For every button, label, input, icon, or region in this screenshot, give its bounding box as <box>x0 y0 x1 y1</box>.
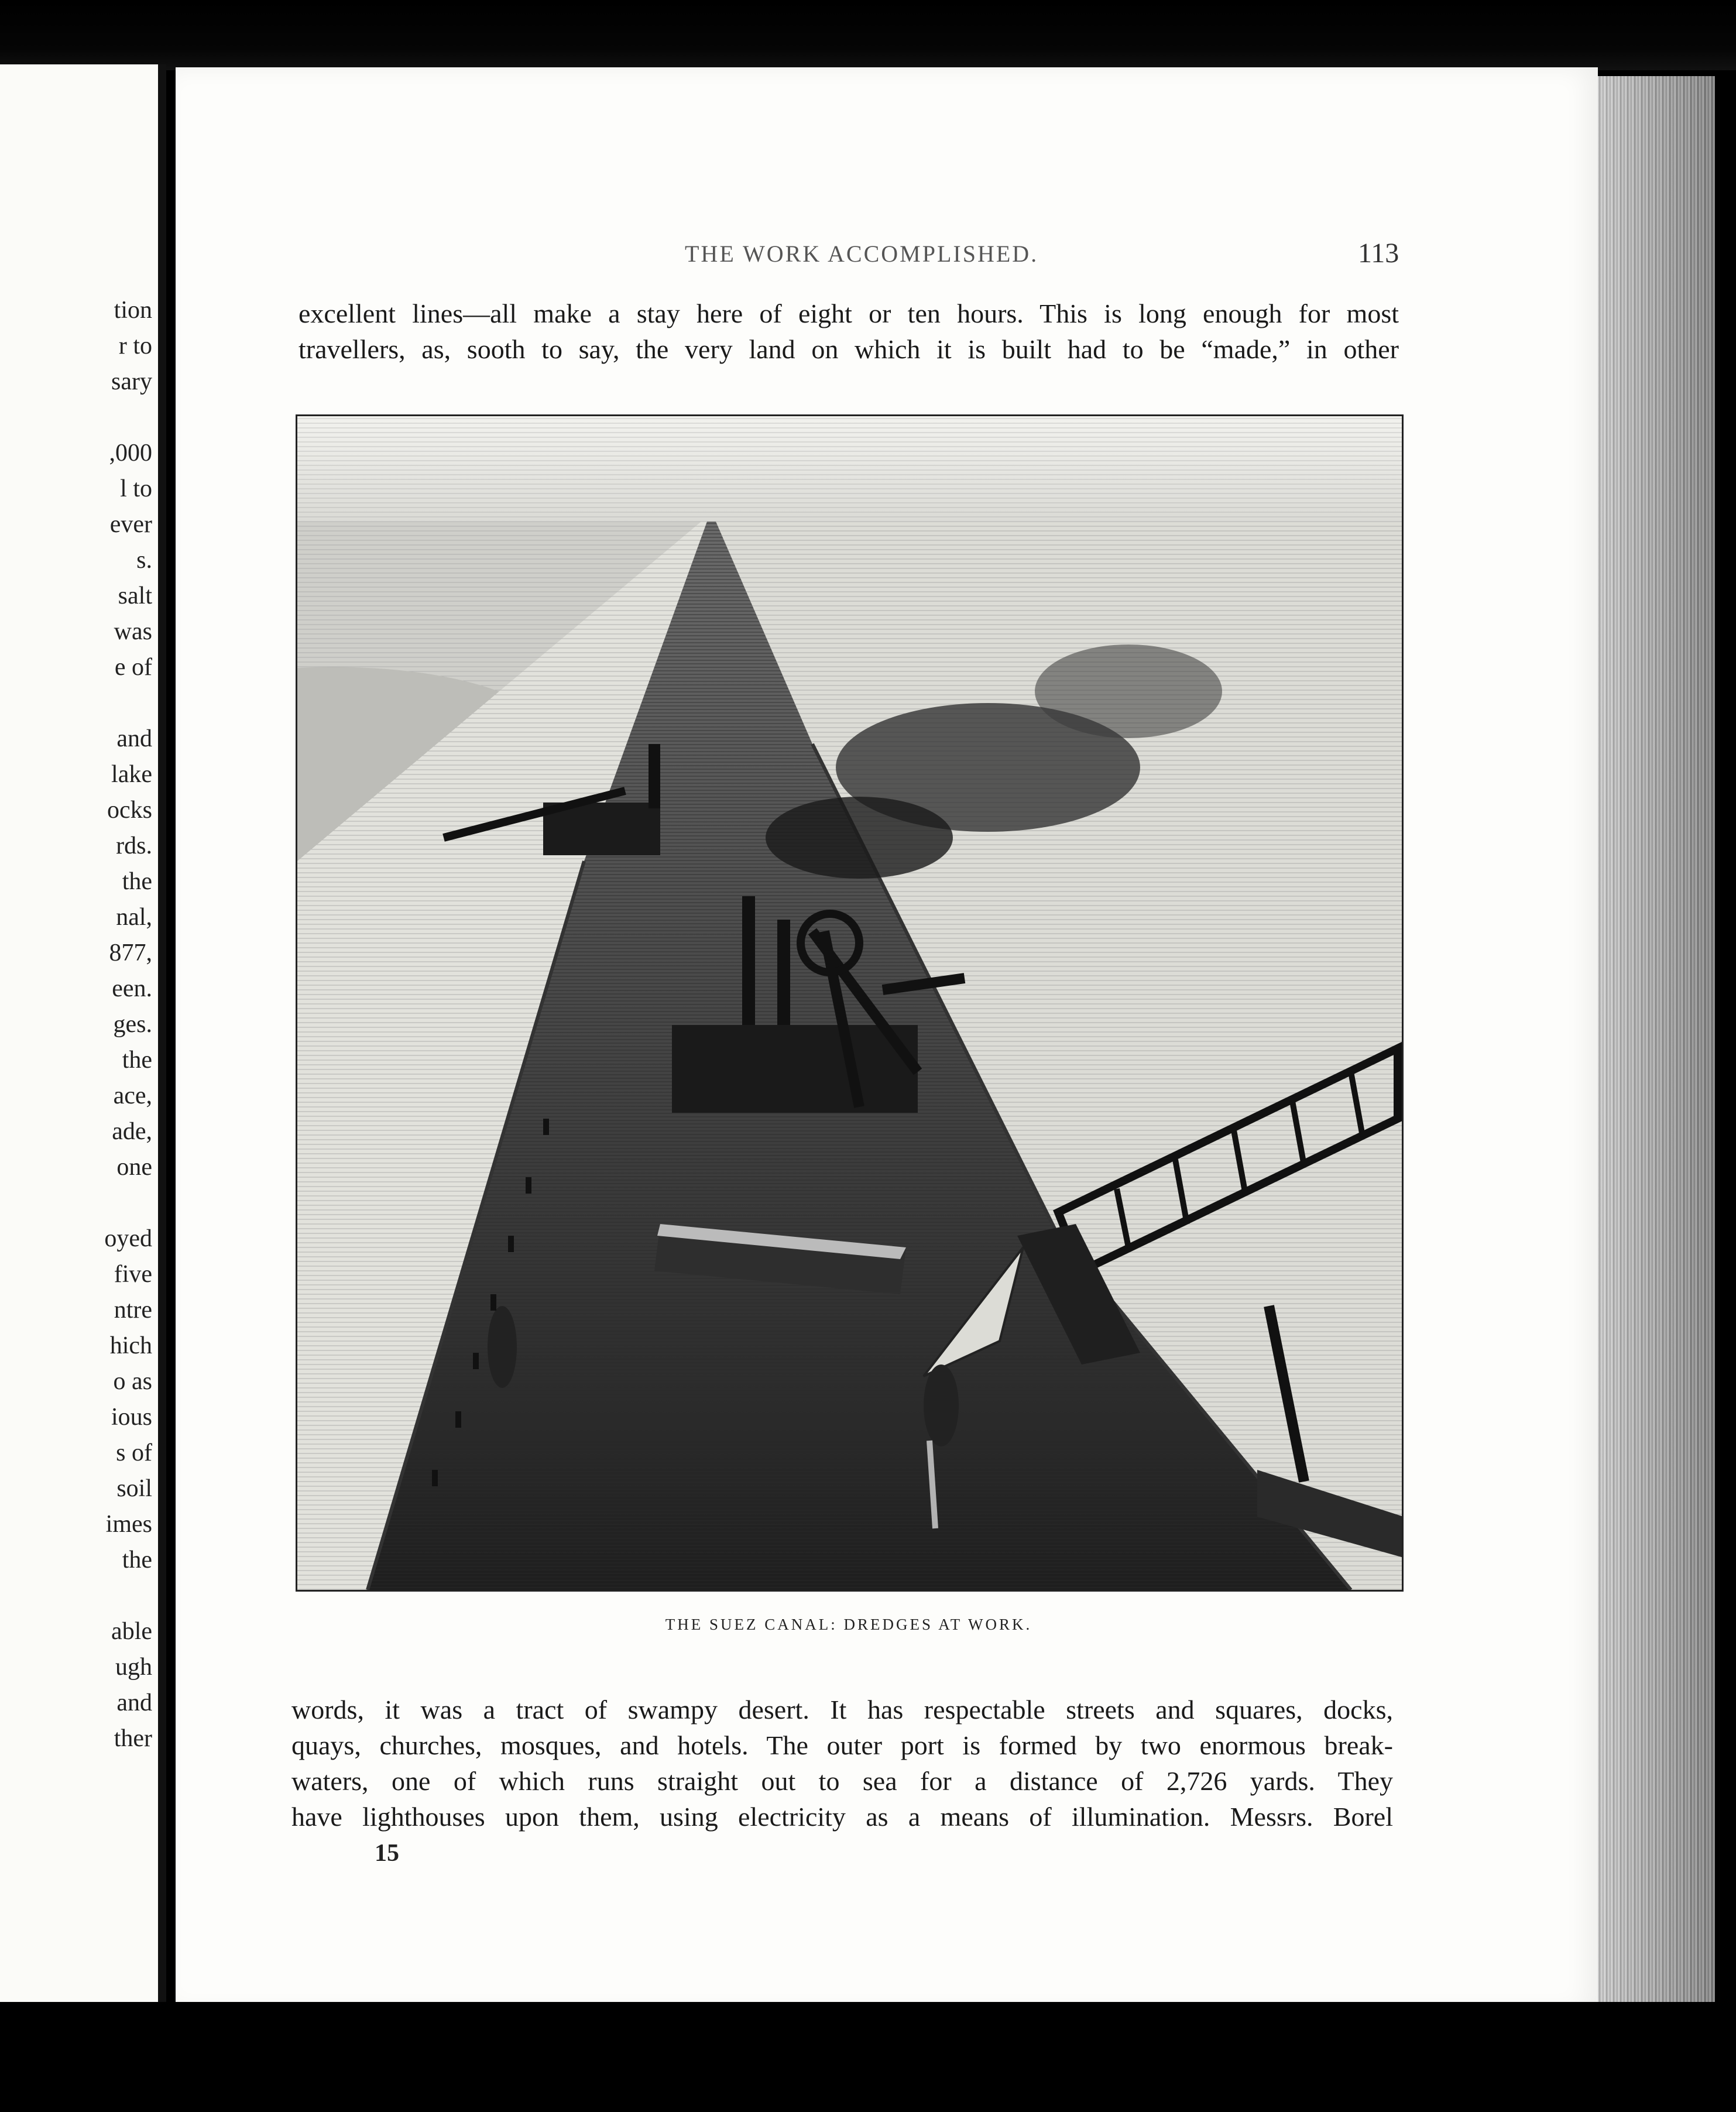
left-page-fragment: l to <box>120 475 152 502</box>
left-page-fragment: one <box>116 1154 152 1181</box>
left-page-fragment: the <box>122 1547 152 1573</box>
left-page-fragment: rds. <box>116 832 152 859</box>
signature-mark: 15 <box>375 1840 399 1867</box>
left-page-fragment: lake <box>111 761 152 788</box>
bottom-paragraph <box>291 1692 1393 1835</box>
left-page-fragment: een. <box>112 975 152 1002</box>
engraving-illustration <box>296 414 1404 1592</box>
left-page-fragment: imes <box>105 1511 152 1538</box>
left-page-fragment: was <box>114 618 152 645</box>
left-page-fragment: 877, <box>109 940 152 966</box>
left-page-fragment: ade, <box>112 1118 152 1145</box>
left-page-fragment: ocks <box>107 797 152 824</box>
left-page-fragment: ther <box>114 1725 152 1752</box>
text-line: waters, one of which runs straight out to sea for a distance of 2,726 yards. They <box>291 1766 1393 1796</box>
left-page-fragment: e of <box>114 654 152 681</box>
left-page-fragment: sary <box>111 368 152 395</box>
running-head: THE WORK ACCOMPLISHED. <box>685 241 1039 267</box>
left-page-fragment: five <box>114 1261 152 1288</box>
figure-caption: THE SUEZ CANAL: DREDGES AT WORK. <box>665 1616 1032 1633</box>
left-facing-page <box>0 64 166 2008</box>
left-page-fragment: salt <box>118 582 152 609</box>
left-page-fragment: nal, <box>116 904 152 931</box>
rowboat <box>488 1306 517 1388</box>
left-page-fragment: and <box>116 725 152 752</box>
left-page-fragment: ious <box>111 1404 152 1431</box>
left-page-fragment: ges. <box>113 1011 152 1038</box>
left-page-fragment: ntre <box>114 1297 152 1324</box>
top-paragraph <box>299 296 1399 367</box>
left-page-fragment: the <box>122 868 152 895</box>
left-page-fragment: the <box>122 1047 152 1074</box>
left-page-fragment: r to <box>118 332 152 359</box>
left-page-fragment: ugh <box>115 1654 152 1681</box>
left-page-fragment: ,000 <box>109 440 152 467</box>
text-line: travellers, as, sooth to say, the very land on which it is built had to be “made,” in other <box>299 334 1399 364</box>
text-line: excellent lines—all make a stay here of eight or ten hours. This is long enough for most <box>299 299 1399 328</box>
left-page-fragment: s of <box>116 1439 152 1466</box>
text-line: have lighthouses upon them, using electricity as a means of illumination. Messrs. Borel <box>291 1802 1393 1832</box>
left-page-fragment: and <box>116 1689 152 1716</box>
main-dredge <box>672 1025 918 1113</box>
left-page-fragment: oyed <box>104 1225 152 1252</box>
left-page-fragment: tion <box>114 297 152 324</box>
left-page-fragment: s. <box>136 547 152 574</box>
text-line: quays, churches, mosques, and hotels. The outer port is formed by two enormous break- <box>291 1730 1393 1760</box>
left-page-fragment: ever <box>109 511 152 538</box>
left-page-fragment: o as <box>113 1368 152 1395</box>
scan-background-top <box>0 0 1736 70</box>
page-number: 113 <box>1358 238 1399 269</box>
scan-background-bottom <box>0 2002 1736 2112</box>
page-block-shade <box>1580 76 1715 2008</box>
left-page-fragment: able <box>111 1618 152 1645</box>
left-page-fragment: hich <box>109 1332 152 1359</box>
canal-engraving <box>297 416 1402 1590</box>
text-line: words, it was a tract of swampy desert. It has respectable streets and squares, docks, <box>291 1695 1393 1724</box>
left-page-fragment: ace, <box>113 1082 152 1109</box>
left-page-fragment: soil <box>116 1475 152 1502</box>
